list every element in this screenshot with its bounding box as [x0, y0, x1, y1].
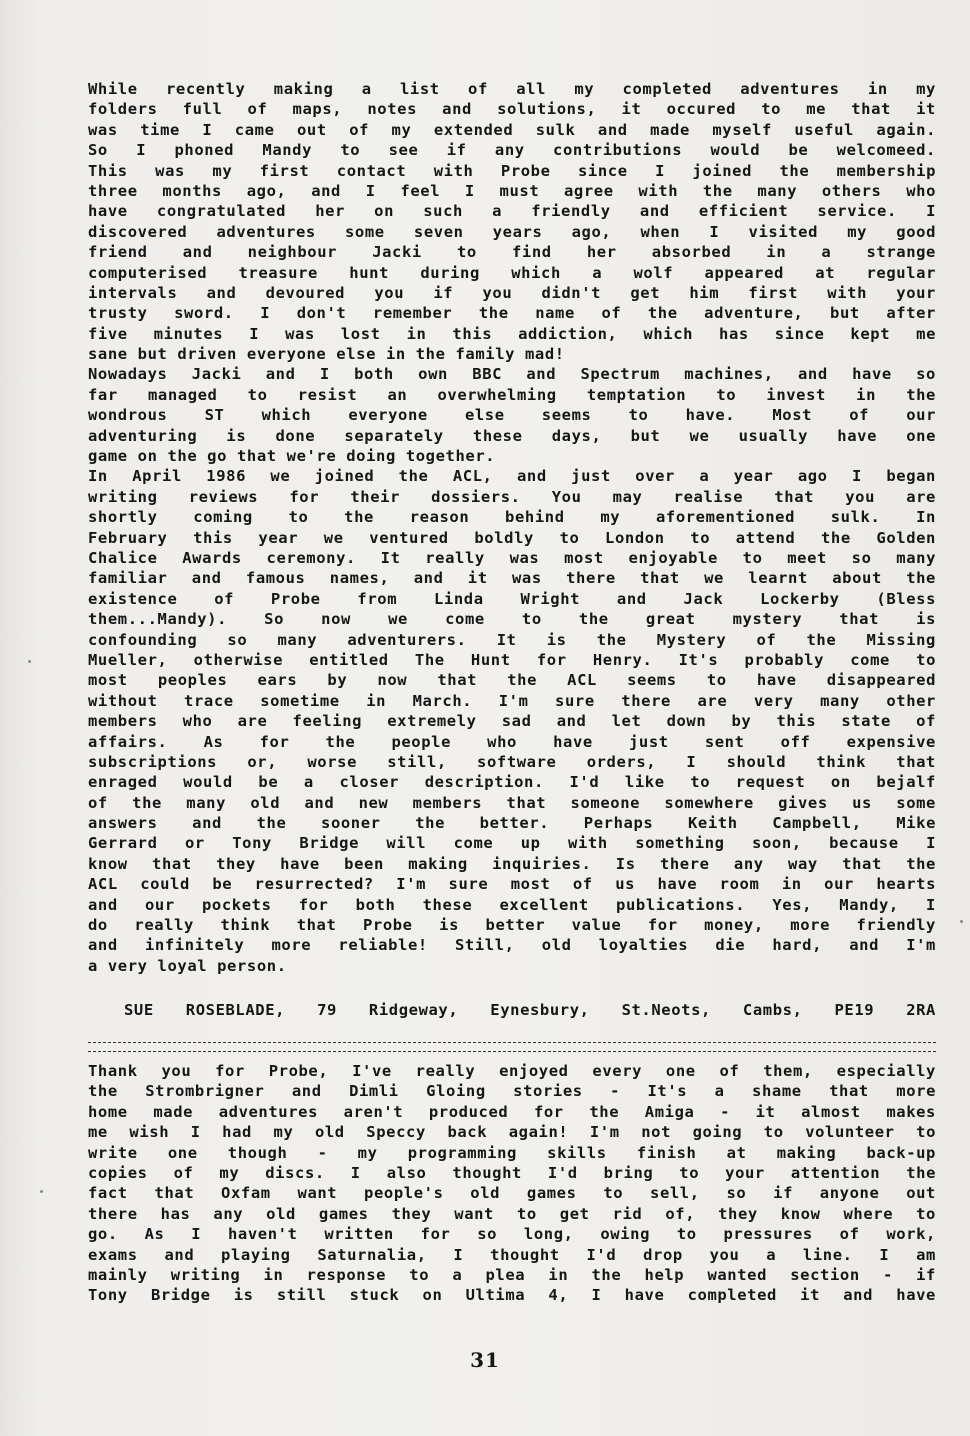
text-line: intervals and devoured you if you didn't get him first with your: [88, 283, 936, 302]
text-line: the Strombrigner and Dimli Gloing stories - It's a shame that more: [88, 1082, 936, 1101]
paper-speck: [28, 660, 31, 663]
text-line: me wish I had my old Speccy back again! I'm not going to volunteer to: [88, 1123, 936, 1142]
text-line: home made adventures aren't produced for the Amiga - it almost makes: [88, 1102, 936, 1121]
text-line: game on the go that we're doing together.: [88, 447, 496, 466]
text-line: In April 1986 we joined the ACL, and just over a year ago I began: [88, 467, 936, 486]
text-line: enraged would be a closer description. I'd like to request on bejalf: [88, 773, 936, 792]
text-line: far managed to resist an overwhelming temptation to invest in the: [88, 385, 936, 404]
text-line: know that they have been making inquiries. Is there any way that the: [88, 854, 936, 873]
letter-second: [88, 1061, 936, 1306]
text-line: was time I came out of my extended sulk and made myself useful again.: [88, 120, 936, 139]
text-line: three months ago, and I feel I must agree with the many others who: [88, 181, 936, 200]
section-divider: [88, 1042, 936, 1052]
text-line: members who are feeling extremely sad and let down by this state of: [88, 712, 936, 731]
text-line: wondrous ST which everyone else seems to have. Most of our: [88, 406, 936, 425]
text-line: most peoples ears by now that the ACL seems to have disappeared: [88, 671, 936, 690]
paper-speck: [960, 920, 963, 923]
text-line: familiar and famous names, and it was there that we learnt about the: [88, 569, 936, 588]
text-line: do really think that Probe is better value for money, more friendly: [88, 916, 936, 935]
paper-speck: [40, 1190, 43, 1193]
text-line: and our pockets for both these excellent publications. Yes, Mandy, I: [88, 895, 936, 914]
text-line: go. As I haven't written for so long, owing to pressures of work,: [88, 1225, 936, 1244]
text-line: discovered adventures some seven years ago, when I visited my good: [88, 222, 936, 241]
text-line: Nowadays Jacki and I both own BBC and Spectrum machines, and have so: [88, 365, 936, 384]
text-line: This was my first contact with Probe since I joined the membership: [88, 161, 936, 180]
page-number: 31: [470, 1348, 500, 1372]
text-line: copies of my discs. I also thought I'd bring to your attention the: [88, 1163, 936, 1182]
text-line: a very loyal person.: [88, 956, 287, 975]
letter-signature: SUE ROSEBLADE, 79 Ridgeway, Eynesbury, St.Neots, Cambs, PE19 2RA: [124, 1001, 936, 1019]
text-line: there has any old games they want to get rid of, they know where to: [88, 1204, 936, 1223]
text-line: write one though - my programming skills finish at making back-up: [88, 1143, 936, 1162]
text-line: While recently making a list of all my completed adventures in my: [88, 80, 936, 98]
text-line: existence of Probe from Linda Wright and Jack Lockerby (Bless: [88, 589, 936, 608]
text-line: adventuring is done separately these days, but we usually have one: [88, 426, 936, 445]
text-line: subscriptions or, worse still, software orders, I should think that: [88, 752, 936, 771]
text-line: shortly coming to the reason behind my aforementioned sulk. In: [88, 508, 936, 527]
text-line: without trace sometime in March. I'm sure there are very many other: [88, 691, 936, 710]
text-line: Mueller, otherwise entitled The Hunt for Henry. It's probably come to: [88, 650, 936, 669]
text-line: Tony Bridge is still stuck on Ultima 4, I have completed it and have: [88, 1286, 936, 1305]
text-line: Thank you for Probe, I've really enjoyed every one of them, especially: [88, 1062, 936, 1080]
text-line: and infinitely more reliable! Still, old loyalties die hard, and I'm: [88, 936, 936, 955]
text-line: mainly writing in response to a plea in the help wanted section - if: [88, 1265, 936, 1284]
text-line: Chalice Awards ceremony. It really was most enjoyable to meet so many: [88, 548, 936, 567]
text-line: So I phoned Mandy to see if any contributions would be welcomeed.: [88, 141, 936, 160]
text-line: exams and playing Saturnalia, I thought I'd drop you a line. I am: [88, 1245, 936, 1264]
text-line: fact that Oxfam want people's old games to sell, so if anyone out: [88, 1184, 936, 1203]
text-line: ACL could be resurrected? I'm sure most of us have room in our hearts: [88, 875, 936, 894]
text-line: of the many old and new members that someone somewhere gives us some: [88, 793, 936, 812]
text-line: sane but driven everyone else in the family mad!: [88, 345, 565, 364]
text-line: friend and neighbour Jacki to find her absorbed in a strange: [88, 243, 936, 262]
text-line: confounding so many adventurers. It is the Mystery of the Missing: [88, 630, 936, 649]
text-line: affairs. As for the people who have just sent off expensive: [88, 732, 936, 751]
letter-sue-roseblade: [88, 79, 936, 976]
text-line: folders full of maps, notes and solutions, it occured to me that it: [88, 100, 936, 119]
text-line: them...Mandy). So now we come to the great mystery that is: [88, 610, 936, 629]
text-line: Gerrard or Tony Bridge will come up with something soon, because I: [88, 834, 936, 853]
text-line: trusty sword. I don't remember the name of the adventure, but after: [88, 304, 936, 323]
text-line: answers and the sooner the better. Perhaps Keith Campbell, Mike: [88, 814, 936, 833]
text-line: February this year we ventured boldly to London to attend the Golden: [88, 528, 936, 547]
text-line: five minutes I was lost in this addiction, which has since kept me: [88, 324, 936, 343]
text-line: computerised treasure hunt during which a wolf appeared at regular: [88, 263, 936, 282]
text-line: writing reviews for their dossiers. You may realise that you are: [88, 487, 936, 506]
text-line: have congratulated her on such a friendly and efficient service. I: [88, 202, 936, 221]
